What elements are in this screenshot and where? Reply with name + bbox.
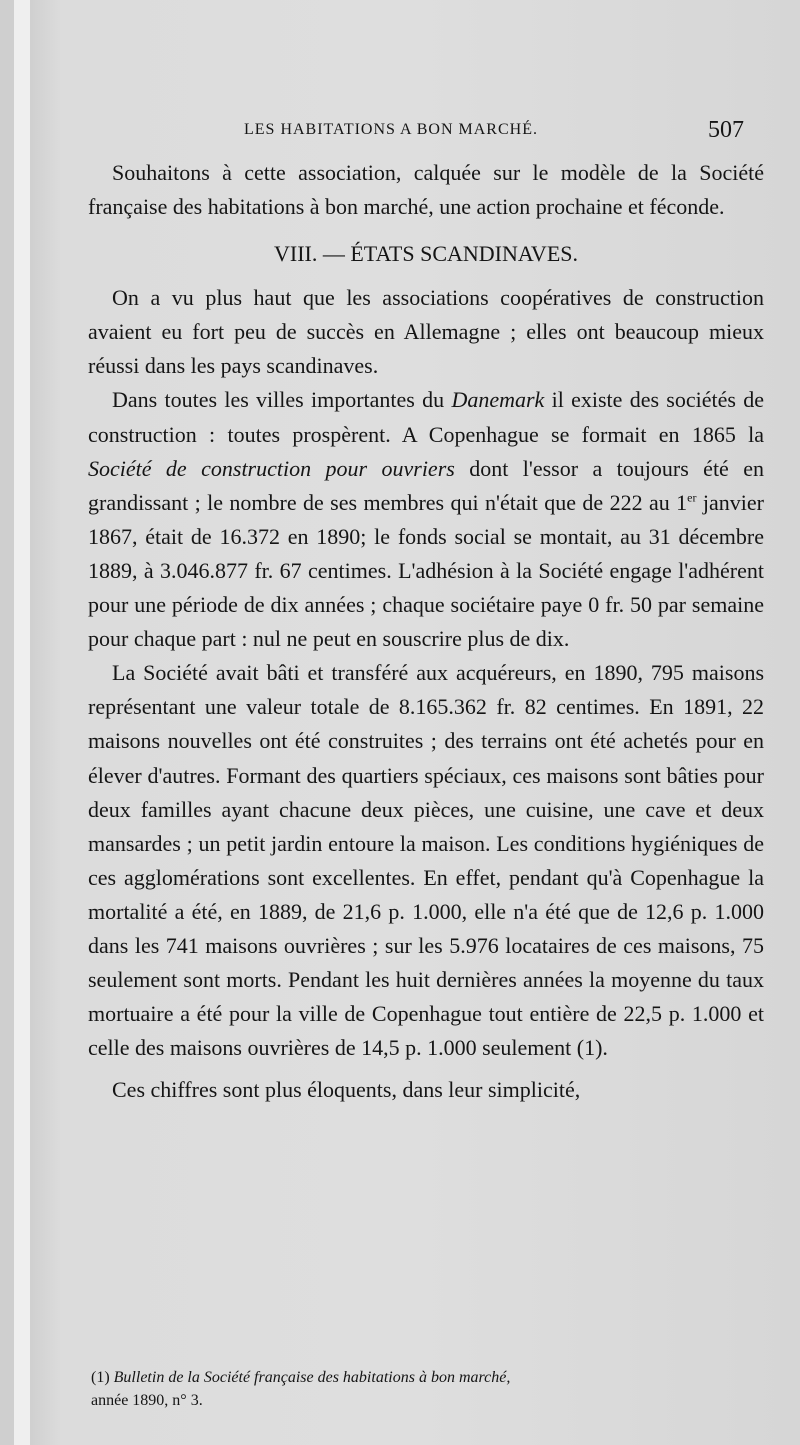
paragraph-3-part-3: dont l'essor a toujours été en grandissant ; le nombre de ses membres qui n'était que de 222 au 1 [88,455,764,515]
paragraph-3 [88,383,764,656]
footnote [91,1366,766,1412]
footnote-line-2: année 1890, n° 3. [91,1392,203,1409]
paragraph-3-part-2: il existe des sociétés de construction : toutes prospèrent. A Copenhague se formait en 1865 la [88,387,764,447]
paragraph-5: Ces chiffres sont plus éloquents, dans leur simplicité, [112,1077,581,1103]
page-edge [14,0,30,1445]
running-title: LES HABITATIONS A BON MARCHÉ. [244,121,538,138]
paragraph-3-part-4: janvier 1867, était de 16.372 en 1890; le fonds social se montait, au 31 décembre 1889, à 3.046.877 fr. 67 centimes. L'adhésion à la Société engage l'adhérent pour une période de dix années ; chaque sociétaire paye 0 fr. 50 par semaine pour chaque part : nul ne peut en souscrire plus de dix. [88,489,764,652]
societe-title-italic: Société de construction pour ouvriers [88,455,455,481]
footnote-marker: (1) [91,1369,110,1386]
page-number: 507 [708,117,744,143]
book-page [14,0,800,1445]
footnote-italic-text: Bulletin de la Société française des habitations à bon marché, [113,1369,511,1386]
paragraph-gap [88,1065,764,1073]
section-title: VIII. — ÉTATS SCANDINAVES. [273,241,578,267]
paragraph-2: On a vu plus haut que les associations coopératives de construction avaient eu fort peu de succès en Allemagne ; elles ont beaucoup mieux réussi dans les pays scandinaves. [88,285,764,379]
ordinal-superscript: er [687,490,697,505]
body-text [88,156,764,1107]
footnote-line-1 [91,1366,766,1389]
page-header [244,117,744,147]
danemark-italic: Danemark [451,387,545,413]
paragraph-4: La Société avait bâti et transféré aux acquéreurs, en 1890, 795 maisons représentant une valeur totale de 8.165.362 fr. 82 centimes. En 1891, 22 maisons nouvelles ont été construites ; des terrains ont été achetés pour en élever d'autres. Formant des quartiers spéciaux, ces maisons sont bâties pour deux familles ayant chacune deux pièces, une cuisine, une cave et deux mansardes ; un petit jardin entoure la maison. Les conditions hygiéniques de ces agglomérations sont excellentes. En effet, pendant qu'à Copenhague la mortalité a été, en 1889, de 21,6 p. 1.000, elle n'a été que de 12,6 p. 1.000 dans les 741 maisons ouvrières ; sur les 5.976 locataires de ces maisons, 75 seulement sont morts. Pendant les huit dernières années la moyenne du taux mortuaire a été pour la ville de Copenhague tout entière de 22,5 p. 1.000 et celle des maisons ouvrières de 14,5 p. 1.000 seulement (1). [88,660,764,1061]
paragraph-1: Souhaitons à cette association, calquée sur le modèle de la Société française des habitations à bon marché, une action prochaine et féconde. [88,160,764,220]
paragraph-3-part-1: Dans toutes les villes importantes du [112,387,452,413]
